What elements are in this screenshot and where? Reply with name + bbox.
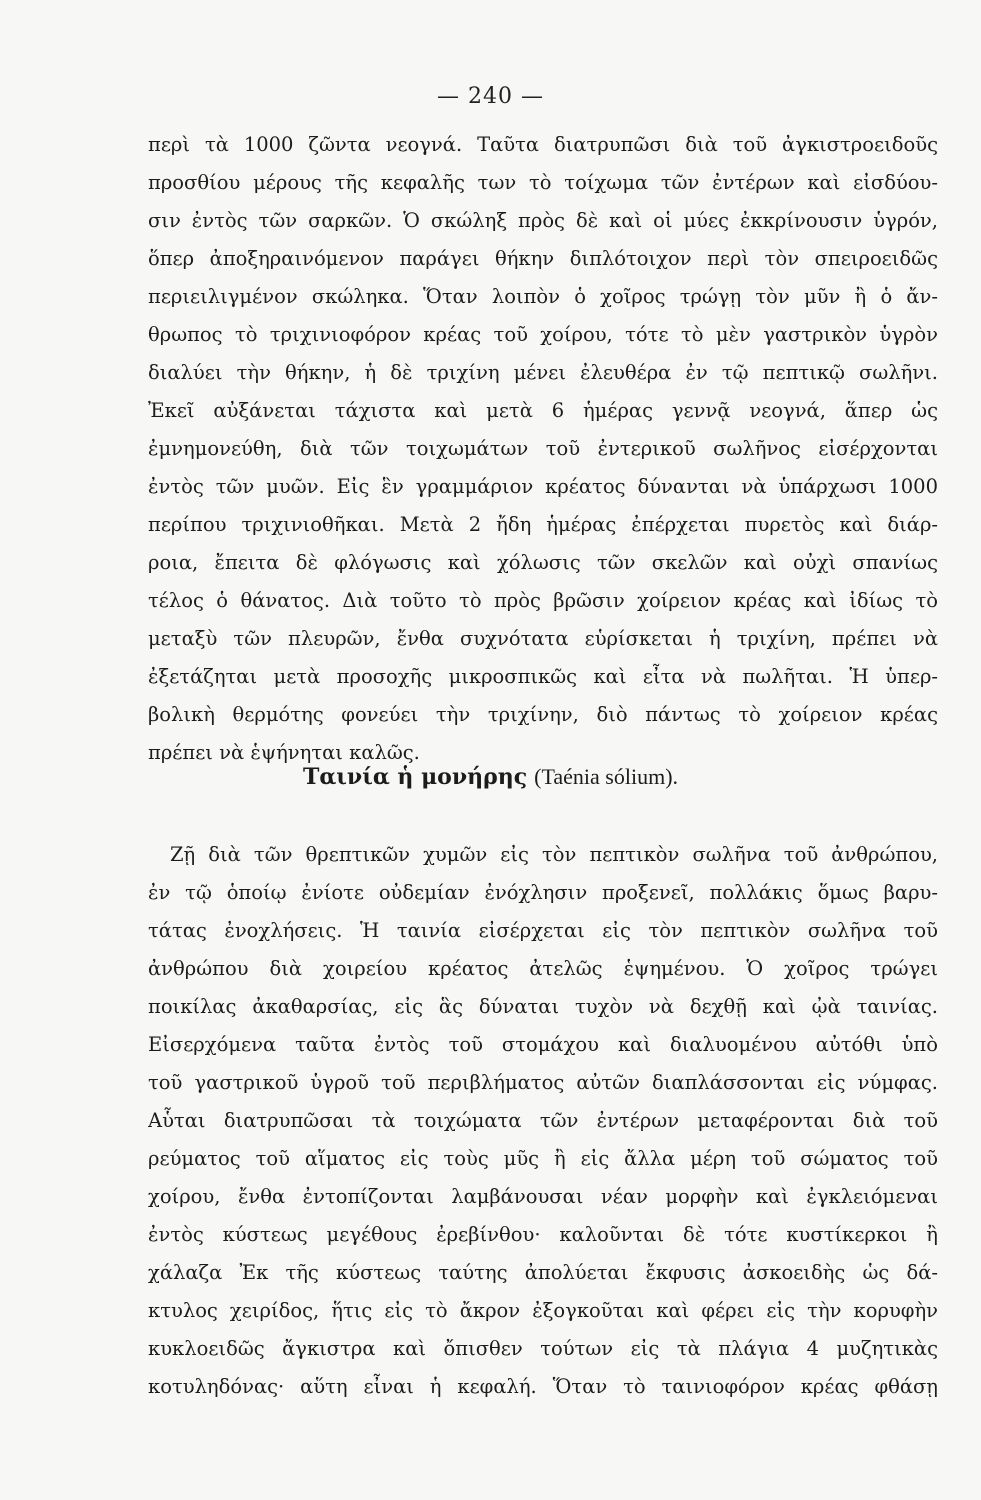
text-line: ροια, ἔπειτα δὲ φλόγωσις καὶ χόλωσις τῶν σκελῶν καὶ οὐχὶ σπανίως xyxy=(148,551,938,574)
text-line: σιν ἐντὸς τῶν σαρκῶν. Ὁ σκώληξ πρὸς δὲ καὶ οἱ μύες ἐκκρίνουσιν ὑγρόν, xyxy=(148,209,938,232)
text-line: προσθίου μέρους τῆς κεφαλῆς των τὸ τοίχωμα τῶν ἐντέρων καὶ εἰσδύου- xyxy=(148,171,938,194)
text-line: μεταξὺ τῶν πλευρῶν, ἔνθα συχνότατα εὑρίσκεται ἡ τριχίνη, πρέπει νὰ xyxy=(148,627,938,650)
text-line: κτυλος χειρίδος, ἥτις εἰς τὸ ἄκρον ἐξογκοῦται καὶ φέρει εἰς τὴν κορυφὴν xyxy=(148,1299,938,1322)
text-line: κοτυληδόνας· αὕτη εἶναι ἡ κεφαλή. Ὅταν τὸ ταινιοφόρον κρέας φθάσῃ xyxy=(148,1375,938,1398)
paragraph-taenia xyxy=(148,836,938,1406)
text-line: τάτας ἐνοχλήσεις. Ἡ ταινία εἰσέρχεται εἰς τὸν πεπτικὸν σωλῆνα τοῦ xyxy=(148,919,938,942)
text-line: περὶ τὰ 1000 ζῶντα νεογνά. Ταῦτα διατρυπῶσι διὰ τοῦ ἀγκιστροειδοῦς xyxy=(148,133,938,156)
paragraph-trichina xyxy=(148,126,938,772)
text-line: ἀνθρώπου διὰ χοιρείου κρέατος ἀτελῶς ἑψημένου. Ὁ χοῖρος τρώγει xyxy=(148,957,938,980)
text-line: χοίρου, ἔνθα ἐντοπίζονται λαμβάνουσαι νέαν μορφὴν καὶ ἐγκλειόμεναι xyxy=(148,1185,938,1208)
text-line: ὅπερ ἀποξηραινόμενον παράγει θήκην διπλότοιχον περὶ τὸν σπειροειδῶς xyxy=(148,247,938,270)
section-heading xyxy=(0,764,981,790)
text-line: ἐντὸς κύστεως μεγέθους ἐρεβίνθου· καλοῦνται δὲ τότε κυστίκερκοι ἢ xyxy=(148,1223,938,1246)
heading-greek: Ταινία ἡ μονήρης xyxy=(302,764,528,790)
text-line: περίπου τριχινιοθῆκαι. Μετὰ 2 ἤδη ἡμέρας ἐπέρχεται πυρετὸς καὶ διάρ- xyxy=(148,513,938,536)
page-number: — 240 — xyxy=(437,84,544,109)
text-line: ἐν τῷ ὁποίῳ ἐνίοτε οὐδεμίαν ἐνόχλησιν προξενεῖ, πολλάκις ὅμως βαρυ- xyxy=(148,881,938,904)
text-line: πρέπει νὰ ἑψήνηται καλῶς. xyxy=(148,741,420,764)
text-line: τέλος ὁ θάνατος. Διὰ τοῦτο τὸ πρὸς βρῶσιν χοίρειον κρέας καὶ ἰδίως τὸ xyxy=(148,589,938,612)
text-line: ἐμνημονεύθη, διὰ τῶν τοιχωμάτων τοῦ ἐντερικοῦ σωλῆνος εἰσέρχονται xyxy=(148,437,938,460)
text-line: Ζῇ διὰ τῶν θρεπτικῶν χυμῶν εἰς τὸν πεπτικὸν σωλῆνα τοῦ ἀνθρώπου, xyxy=(170,843,938,866)
text-line: θρωπος τὸ τριχινιοφόρον κρέας τοῦ χοίρου, τότε τὸ μὲν γαστρικὸν ὑγρὸν xyxy=(148,323,938,346)
text-line: ἐξετάζηται μετὰ προσοχῆς μικροσπικῶς καὶ εἶτα νὰ πωλῆται. Ἡ ὑπερ- xyxy=(148,665,938,688)
text-line: περιειλιγμένον σκώληκα. Ὅταν λοιπὸν ὁ χοῖρος τρώγῃ τὸν μῦν ἢ ὁ ἄν- xyxy=(148,285,938,308)
text-line: κυκλοειδῶς ἄγκιστρα καὶ ὄπισθεν τούτων εἰς τὰ πλάγια 4 μυζητικὰς xyxy=(148,1337,938,1360)
text-line: Εἰσερχόμενα ταῦτα ἐντὸς τοῦ στομάχου καὶ διαλυομένου αὐτόθι ὑπὸ xyxy=(148,1033,938,1056)
text-line: Ἐκεῖ αὐξάνεται τάχιστα καὶ μετὰ 6 ἡμέρας γεννᾷ νεογνά, ἅπερ ὡς xyxy=(148,399,938,422)
text-line: τοῦ γαστρικοῦ ὑγροῦ τοῦ περιβλήματος αὐτῶν διαπλάσσονται εἰς νύμφας. xyxy=(148,1071,938,1094)
text-line: ποικίλας ἀκαθαρσίας, εἰς ἃς δύναται τυχὸν νὰ δεχθῇ καὶ ᾠὰ ταινίας. xyxy=(148,995,938,1018)
text-line: χάλαζα Ἐκ τῆς κύστεως ταύτης ἀπολύεται ἔκφυσις ἀσκοειδὴς ὡς δά- xyxy=(148,1261,938,1284)
heading-latin: (Taénia sólium). xyxy=(534,764,679,789)
text-line: βολικὴ θερμότης φονεύει τὴν τριχίνην, διὸ πάντως τὸ χοίρειον κρέας xyxy=(148,703,938,726)
text-line: Αὗται διατρυπῶσαι τὰ τοιχώματα τῶν ἐντέρων μεταφέρονται διὰ τοῦ xyxy=(148,1109,938,1132)
text-line: διαλύει τὴν θήκην, ἡ δὲ τριχίνη μένει ἐλευθέρα ἐν τῷ πεπτικῷ σωλῆνι. xyxy=(148,361,938,384)
text-line: ρεύματος τοῦ αἵματος εἰς τοὺς μῦς ἢ εἰς ἄλλα μέρη τοῦ σώματος τοῦ xyxy=(148,1147,938,1170)
text-line: ἐντὸς τῶν μυῶν. Εἰς ἓν γραμμάριον κρέατος δύνανται νὰ ὑπάρχωσι 1000 xyxy=(148,475,938,498)
